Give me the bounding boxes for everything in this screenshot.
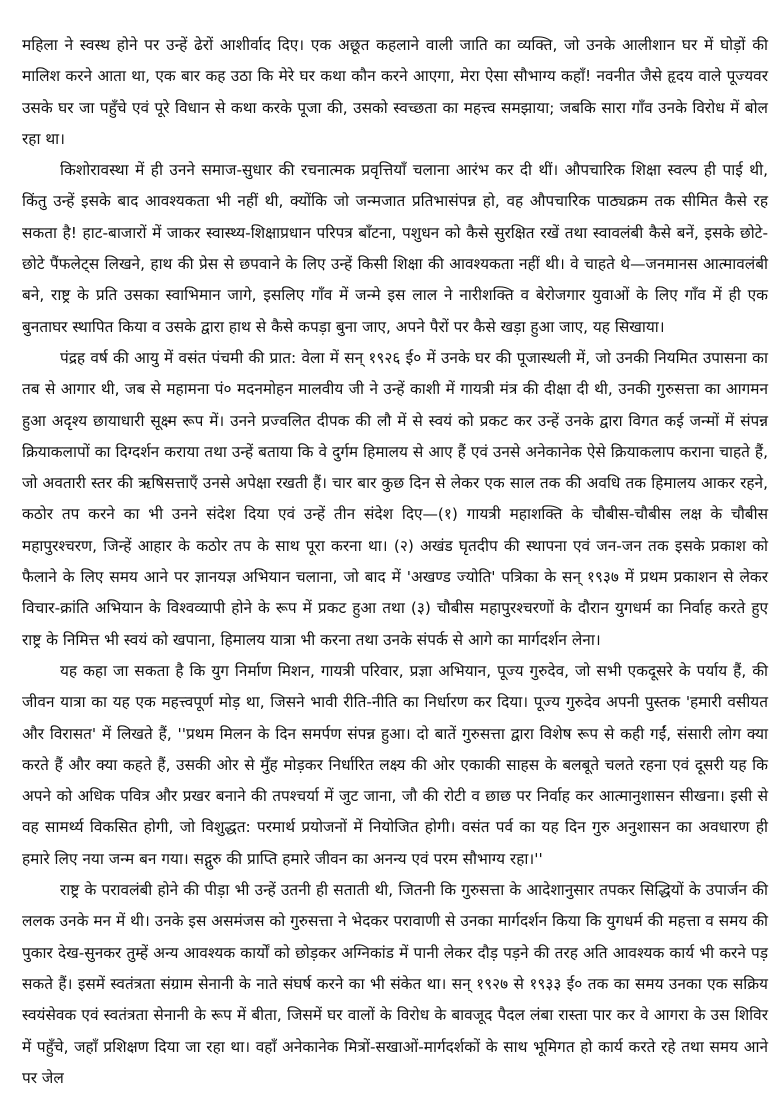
paragraph-5: राष्ट्र के परावलंबी होने की पीड़ा भी उन्हें उतनी ही सताती थी, जितनी कि गुरुसत्ता के आदेशानुसार तपकर सिद्धियों के उपार्जन की ललक उनके मन में थी। उनके इस असमंजस को गुरुसत्ता ने भेदकर परावाणी से उनका मार्गदर्शन किया कि युगधर्म की महत्ता व समय की पुकार देख-सुनकर तुम्हें अन्य आवश्यक कार्यों को छोड़कर अग्निकांड में पानी लेकर दौड़ पड़ने की तरह अति आवश्यक कार्य भी करने पड़ सकते हैं। इसमें स्वतंत्रता संग्राम सेनानी के नाते संघर्ष करने का भी संकेत था। सन् १९२७ से १९३३ ई० तक का समय उनका एक सक्रिय स्वयंसेवक एवं स्वतंत्रता सेनानी के रूप में बीता, जिसमें घर वालों के विरोध के बावजूद पैदल लंबा रास्ता पार कर वे आगरा के उस शिविर में पहुँचे, जहाँ प्रशिक्षण दिया जा रहा था। वहाँ अनेकानेक मित्रों-सखाओं-मार्गदर्शकों के साथ भूमिगत हो कार्य करते रहे तथा समय आने पर जेल: [22, 881, 768, 1087]
paragraph-1: महिला ने स्वस्थ होने पर उन्हें ढेरों आशीर्वाद दिए। एक अछूत कहलाने वाली जाति का व्यक्ति, जो उनके आलीशान घर में घोड़ों की मालिश करने आता था, एक बार कह उठा कि मेरे घर कथा कौन करने आएगा, मेरा ऐसा सौभाग्य कहाँ! नवनीत जैसे हृदय वाले पूज्यवर उसके घर जा पहुँचे एवं पूरे विधान से कथा करके पूजा की, उसको स्वच्छता का महत्त्व समझाया; जबकि सारा गाँव उनके विरोध में बोल रहा था।: [22, 36, 768, 148]
paragraph-3: पंद्रह वर्ष की आयु में वसंत पंचमी की प्रात: वेला में सन् १९२६ ई० में उनके घर की पूजास्थली में, जो उनकी नियमित उपासना का तब से आगार थी, जब से महामना पं० मदनमोहन मालवीय जी ने उन्हें काशी में गायत्री मंत्र की दीक्षा दी थी, उनकी गुरुसत्ता का आगमन हुआ अदृश्य छायाधारी सूक्ष्म रूप में। उनने प्रज्वलित दीपक की लौ में से स्वयं को प्रकट कर उन्हें उनके द्वारा विगत कई जन्मों में संपन्न क्रियाकलापों का दिग्दर्शन कराया तथा उन्हें बताया कि वे दुर्गम हिमालय से आए हैं एवं उनसे अनेकानेक ऐसे क्रियाकलाप कराना चाहते हैं, जो अवतारी स्तर की ऋषिसत्ताएँ उनसे अपेक्षा रखती हैं। चार बार कुछ दिन से लेकर एक साल तक की अवधि तक हिमालय आकर रहने, कठोर तप करने का भी उनने संदेश दिया एवं उन्हें तीन संदेश दिए—(१) गायत्री महाशक्ति के चौबीस-चौबीस लक्ष के चौबीस महापुरश्चरण, जिन्हें आहार के कठोर तप के साथ पूरा करना था। (२) अखंड घृतदीप की स्थापना एवं जन-जन तक इसके प्रकाश को फैलाने के लिए समय आने पर ज्ञानयज्ञ अभियान चलाना, जो बाद में 'अखण्ड ज्योति' पत्रिका के सन् १९३७ में प्रथम प्रकाशन से लेकर विचार-क्रांति अभियान के विश्वव्यापी होने के रूप में प्रकट हुआ तथा (३) चौबीस महापुरश्चरणों के दौरान युगधर्म का निर्वाह करते हुए राष्ट्र के निमित्त भी स्वयं को खपाना, हिमालय यात्रा भी करना तथा उनके संपर्क से आगे का मार्गदर्शन लेना।: [22, 348, 768, 649]
paragraph-2: किशोरावस्था में ही उनने समाज-सुधार की रचनात्मक प्रवृत्तियाँ चलाना आरंभ कर दी थीं। औपचारिक शिक्षा स्वल्प ही पाई थी, किंतु उन्हें इसके बाद आवश्यकता भी नहीं थी, क्योंकि जो जन्मजात प्रतिभासंपन्न हो, वह औपचारिक पाठ्यक्रम तक सीमित कैसे रह सकता है! हाट-बाजारों में जाकर स्वास्थ्य-शिक्षाप्रधान परिपत्र बाँटना, पशुधन को कैसे सुरक्षित रखें तथा स्वावलंबी कैसे बनें, इसके छोटे-छोटे पैंफलेट्स लिखने, हाथ की प्रेस से छपवाने के लिए उन्हें किसी शिक्षा की आवश्यकता नहीं थी। वे चाहते थे—जनमानस आत्मावलंबी बने, राष्ट्र के प्रति उसका स्वाभिमान जागे, इसलिए गाँव में जन्मे इस लाल ने नारीशक्ति व बेरोजगार युवाओं के लिए गाँव में ही एक बुनताघर स्थापित किया व उसके द्वारा हाथ से कैसे कपड़ा बुना जाए, अपने पैरों पर कैसे खड़ा हुआ जाए, यह सिखाया।: [22, 161, 768, 336]
paragraph-4: यह कहा जा सकता है कि युग निर्माण मिशन, गायत्री परिवार, प्रज्ञा अभियान, पूज्य गुरुदेव, जो सभी एकदूसरे के पर्याय हैं, की जीवन यात्रा का यह एक महत्त्वपूर्ण मोड़ था, जिसने भावी रीति-नीति का निर्धारण कर दिया। पूज्य गुरुदेव अपनी पुस्तक 'हमारी वसीयत और विरासत' में लिखते हैं, ''प्रथम मिलन के दिन समर्पण संपन्न हुआ। दो बातें गुरुसत्ता द्वारा विशेष रूप से कही गईं, संसारी लोग क्या करते हैं और क्या कहते हैं, उसकी ओर से मुँह मोड़कर निर्धारित लक्ष्य की ओर एकाकी साहस के बलबूते चलते रहना एवं दूसरी यह कि अपने को अधिक पवित्र और प्रखर बनाने की तपश्चर्या में जुट जाना, जौ की रोटी व छाछ पर निर्वाह कर आत्मानुशासन सीखना। इसी से वह सामर्थ्य विकसित होगी, जो विशुद्धत: परमार्थ प्रयोजनों में नियोजित होगी। वसंत पर्व का यह दिन गुरु अनुशासन का अवधारण ही हमारे लिए नया जन्म बन गया। सद्गुरु की प्राप्ति हमारे जीवन का अनन्य एवं परम सौभाग्य रहा।'': [22, 661, 768, 868]
